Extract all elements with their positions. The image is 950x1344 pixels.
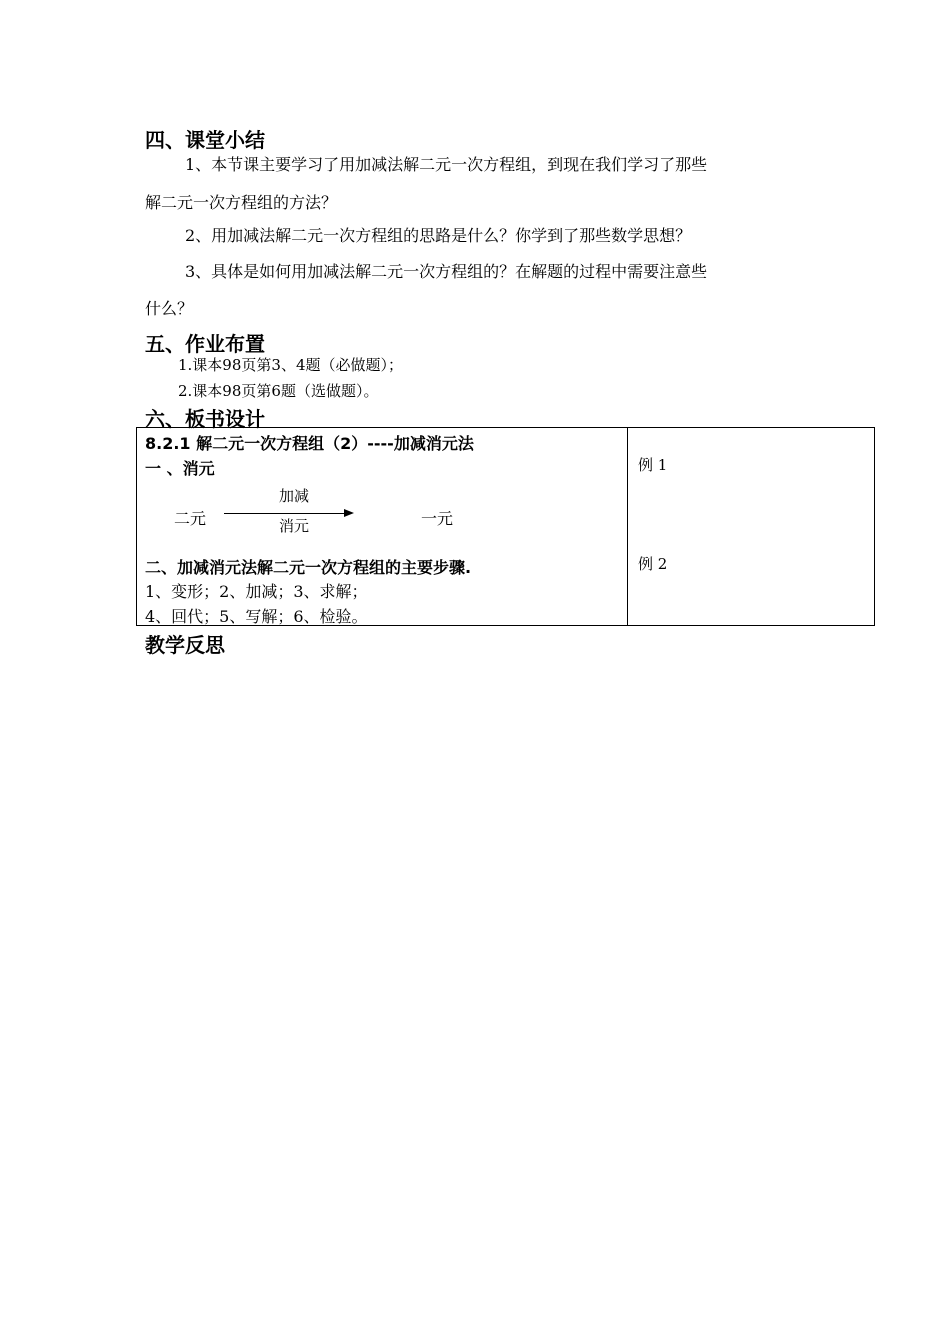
board-example-2: 例 2 <box>638 555 668 573</box>
summary-question-1-line-1: 1、本节课主要学习了用加减法解二元一次方程组，到现在我们学习了那些 <box>185 155 708 174</box>
board-steps-line-1: 1、变形；2、加减；3、求解； <box>145 582 368 601</box>
summary-question-2: 2、用加减法解二元一次方程组的思路是什么？你学到了那些数学思想？ <box>185 226 692 245</box>
board-arrow-top-label: 加减 <box>279 487 310 505</box>
summary-question-1-line-2: 解二元一次方程组的方法？ <box>145 193 338 212</box>
board-section-steps: 二、加减消元法解二元一次方程组的主要步骤. <box>145 558 472 577</box>
homework-item-2: 2.课本98页第6题（选做题）。 <box>178 382 379 400</box>
homework-heading: 五、作业布置 <box>145 332 265 356</box>
summary-question-3-line-2: 什么？ <box>145 299 194 318</box>
reflection-heading: 教学反思 <box>145 633 225 657</box>
board-title: 8.2.1 解二元一次方程组（2）----加减消元法 <box>145 434 474 453</box>
board-steps-line-2: 4、回代；5、写解；6、检验。 <box>145 607 368 626</box>
summary-question-3-line-1: 3、具体是如何用加减法解二元一次方程组的？在解题的过程中需要注意些 <box>185 262 708 281</box>
board-arrow-line <box>224 513 346 514</box>
homework-item-1: 1.课本98页第3、4题（必做题）； <box>178 356 403 374</box>
summary-heading: 四、课堂小结 <box>145 128 265 152</box>
board-to-label: 一元 <box>421 509 454 528</box>
board-arrow-bottom-label: 消元 <box>279 517 310 535</box>
board-column-divider <box>627 427 628 626</box>
board-from-label: 二元 <box>174 509 207 528</box>
arrow-right-icon <box>344 509 354 517</box>
board-example-1: 例 1 <box>638 456 668 474</box>
board-section-elimination: 一 、消元 <box>145 459 215 478</box>
board-heading: 六、板书设计 <box>145 407 265 431</box>
